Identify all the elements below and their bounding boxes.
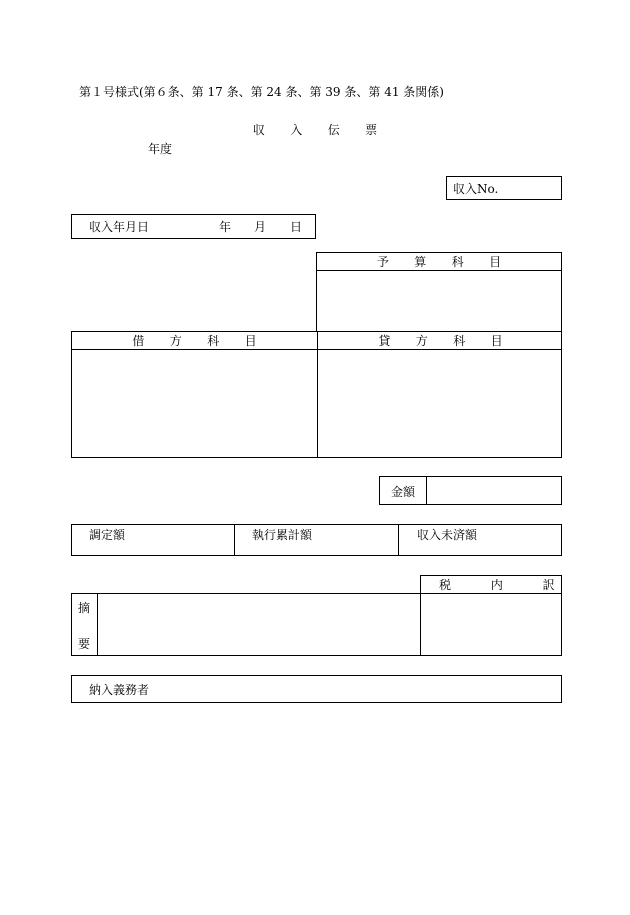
budget-account-header: 予 算 科 目 xyxy=(376,255,512,269)
receipt-no-box[interactable] xyxy=(446,176,562,200)
assessed-amount-cell[interactable] xyxy=(72,525,234,555)
fiscal-year-label: 年度 xyxy=(148,142,173,156)
credit-account-header: 貸 方 科 目 xyxy=(378,334,514,348)
summary-field[interactable] xyxy=(98,594,420,655)
amount-field[interactable] xyxy=(427,477,561,504)
receipt-date-day-label: 日 xyxy=(290,220,303,234)
receipt-date-box[interactable] xyxy=(71,214,316,239)
receipt-date-label: 収入年月日 xyxy=(89,220,150,234)
tax-breakdown-field[interactable] xyxy=(421,594,561,655)
budget-account-box[interactable] xyxy=(316,252,562,332)
receipt-no-label: 収入No. xyxy=(453,182,499,196)
payer-box[interactable] xyxy=(71,675,562,703)
account-table xyxy=(71,331,562,458)
cumulative-amount-label: 執行累計額 xyxy=(252,528,313,542)
summary-label-bottom: 要 xyxy=(78,637,91,651)
form-number: 第１号様式(第６条、第 17 条、第 24 条、第 39 条、第 41 条関係) xyxy=(79,85,444,99)
cumulative-amount-cell[interactable] xyxy=(235,525,398,555)
debit-account-header: 借 方 科 目 xyxy=(132,334,268,348)
assessed-amount-label: 調定額 xyxy=(89,528,126,542)
receipt-date-month-label: 月 xyxy=(254,220,267,234)
summary-box xyxy=(71,593,562,656)
amount-box xyxy=(379,476,562,505)
budget-account-divider xyxy=(317,270,561,271)
page-title: 収 入 伝 票 xyxy=(252,123,388,137)
receipt-date-year-label: 年 xyxy=(219,220,232,234)
credit-account-field[interactable] xyxy=(318,350,561,457)
tally-box xyxy=(71,524,562,556)
uncollected-amount-cell[interactable] xyxy=(399,525,561,555)
payer-label: 納入義務者 xyxy=(89,683,150,697)
tax-breakdown-header: 税 内 訳 xyxy=(439,578,573,592)
debit-account-field[interactable] xyxy=(72,350,317,457)
amount-label: 金額 xyxy=(391,485,416,499)
tax-breakdown-header-box xyxy=(420,575,573,594)
summary-label-top: 摘 xyxy=(78,601,91,615)
uncollected-amount-label: 収入未済額 xyxy=(417,528,478,542)
